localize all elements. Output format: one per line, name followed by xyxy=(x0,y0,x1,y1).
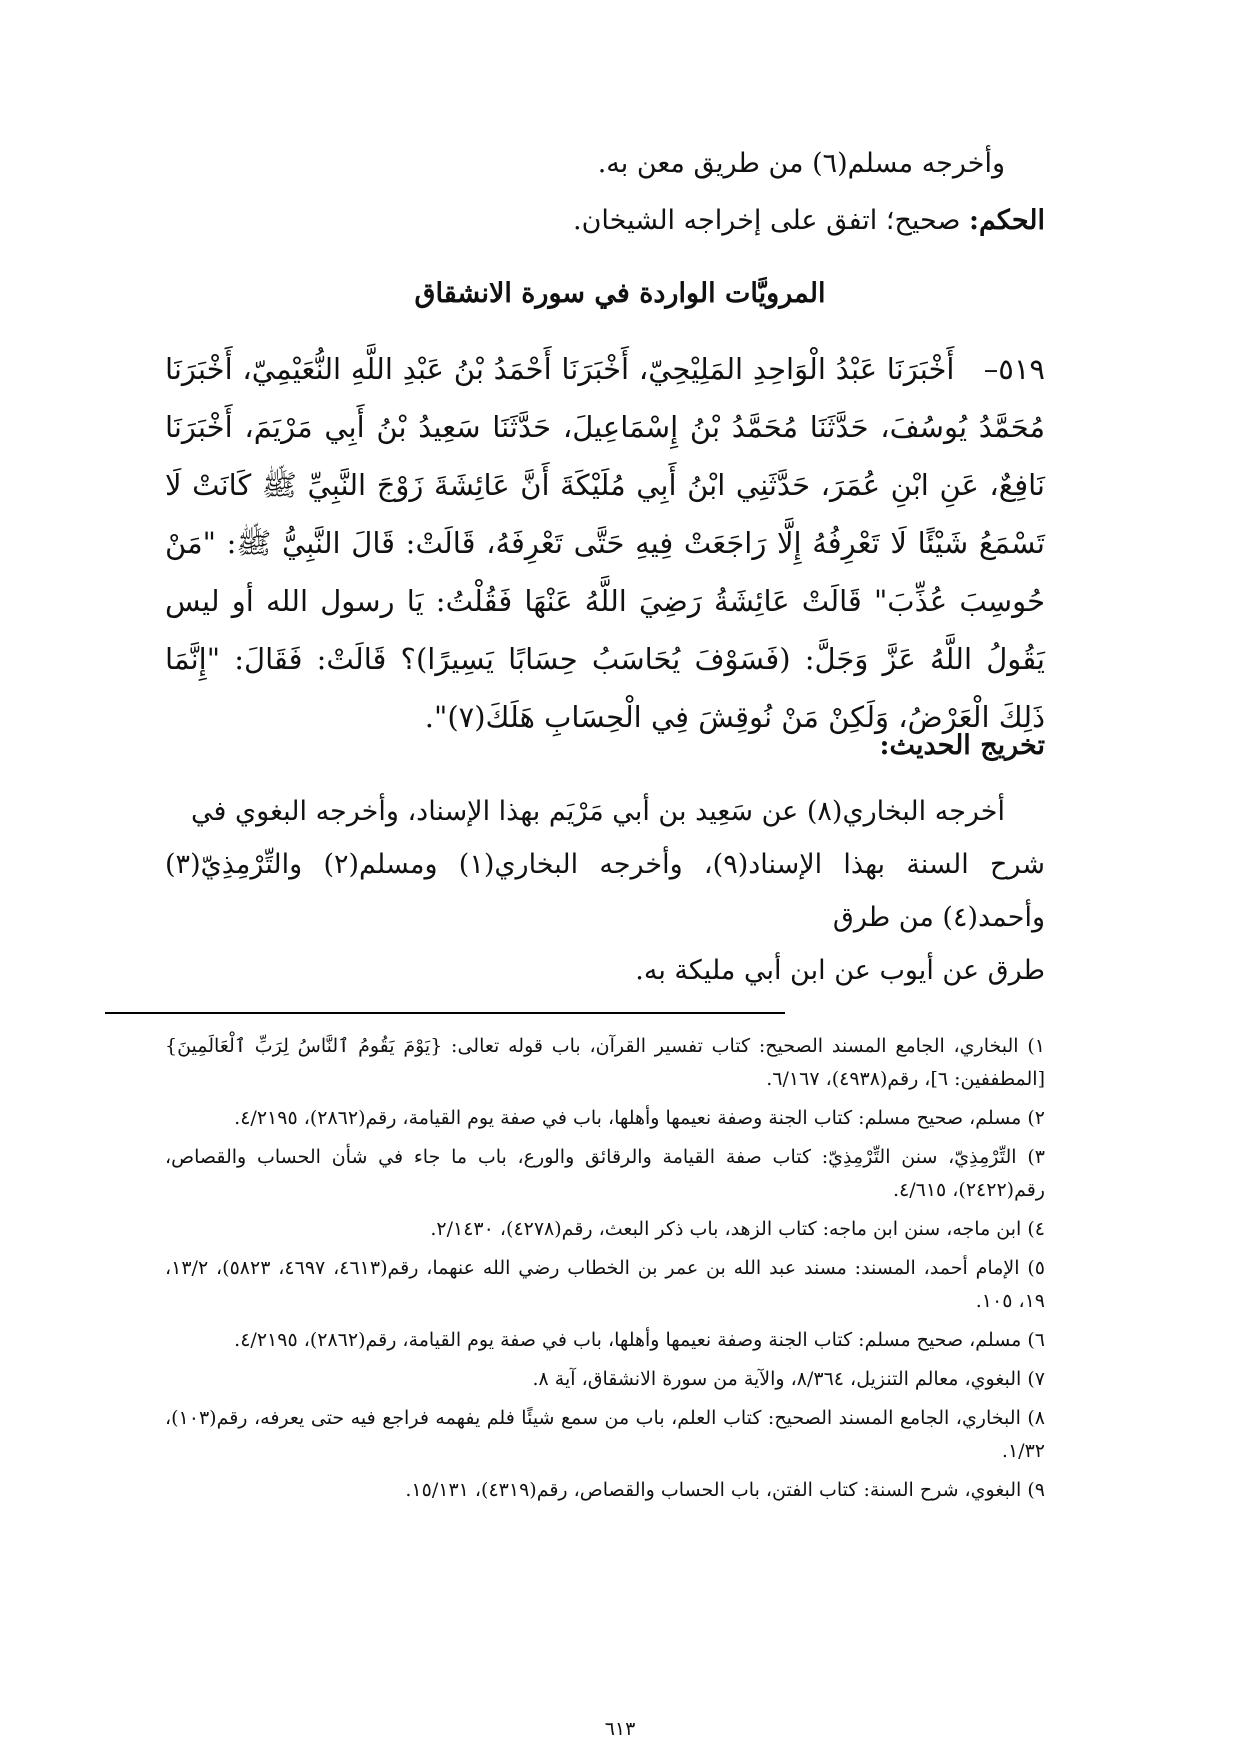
footnote-item: ٤) ابن ماجه، سنن ابن ماجه: كتاب الزهد، باب ذكر البعث، رقم(٤٢٧٨)، ٢/١٤٣٠. xyxy=(430,1218,1045,1240)
ruling-line xyxy=(195,192,1045,249)
takhrij-heading: تخريج الحديث: xyxy=(879,730,1045,761)
takhrij-line: طرق عن أيوب عن ابن أبي مليكة به. xyxy=(635,955,1045,986)
footnote-item: ٦) مسلم، صحيح مسلم: كتاب الجنة وصفة نعيمها وأهلها، باب في صفة يوم القيامة، رقم(٢٨٦٢)، ٤/٢١٩٥. xyxy=(234,1329,1045,1351)
hadith-text: أَخْبَرَنَا عَبْدُ الْوَاحِدِ المَلِيْحِيّ، أَخْبَرَنَا أَحْمَدُ بْنُ عَبْدِ اللَّهِ النُّعَيْمِيّ، أَخْبَرَنَا مُحَمَّدُ يُوسُفَ، حَدَّثَنَا مُحَمَّدُ بْنُ إِسْمَاعِيلَ، حَدَّثَنَا سَعِيدُ بْنُ أَبِي مَرْيَمَ، أَخْبَرَنَا نَافِعٌ، عَنِ ابْنِ عُمَرَ، حَدَّثَنِي ابْنُ أَبِي مُلَيْكَةَ أَنَّ عَائِشَةَ زَوْجَ النَّبِيِّ ﷺ كَانَتْ لَا تَسْمَعُ شَيْئًا لَا تَعْرِفُهُ إِلَّا رَاجَعَتْ فِيهِ حَتَّى تَعْرِفَهُ، قَالَتْ: قَالَ النَّبِيُّ ﷺ: "مَنْ حُوسِبَ عُذِّبَ" قَالَتْ عَائِشَةُ رَضِيَ اللَّهُ عَنْهَا فَقُلْتُ: يَا رسول الله أو ليس يَقُولُ اللَّهُ عَزَّ وَجَلَّ: (فَسَوْفَ يُحَاسَبُ حِسَابًا يَسِيرًا)؟ قَالَتْ: فَقَالَ: "إِنَّمَا ذَلِكَ الْعَرْضُ، وَلَكِنْ مَنْ نُوقِشَ فِي الْحِسَابِ هَلَكَ(٧)". xyxy=(165,352,1046,734)
ruling-label: الحكم: xyxy=(968,205,1045,236)
ruling-text: صحيح؛ اتفق على إخراجه الشيخان. xyxy=(573,205,969,236)
takhrij-line: أخرجه البخاري(٨) عن سَعِيد بن أبي مَرْيَم بهذا الإسناد، وأخرجه البغوي في xyxy=(191,796,1005,827)
intro-line: وأخرجه مسلم(٦) من طريق معن به. xyxy=(597,148,1005,179)
footnote-item: ٥) الإمام أحمد، المسند: مسند عبد الله بن عمر بن الخطاب رضي الله عنهما، رقم(٤٦١٣، ٤٦٩٧، ٥٨٢٣)، ١٣/٢، ١٩، ١٠٥. xyxy=(165,1257,1045,1312)
footnote-item: ٩) البغوي، شرح السنة: كتاب الفتن، باب الحساب والقصاص، رقم(٤٣١٩)، ١٥/١٣١. xyxy=(405,1479,1045,1501)
section-title: المرويَّات الواردة في سورة الانشقاق xyxy=(414,278,826,309)
hadith-paragraph xyxy=(165,340,1045,746)
footnote-item: ١) البخاري، الجامع المسند الصحيح: كتاب تفسير القرآن، باب قوله تعالى: {يَوْمَ يَقُومُ ٱلنَّاسُ لِرَبِّ ٱلْعَالَمِينَ}[المطففين: ٦]، رقم(٤٩٣٨)، ٦/١٦٧. xyxy=(165,1035,1045,1090)
footnote-separator xyxy=(105,1012,785,1014)
footnotes-list xyxy=(165,1030,1045,1513)
intro-block xyxy=(195,135,1045,249)
footnote-item: ٧) البغوي، معالم التنزيل، ٨/٣٦٤، والآية من سورة الانشقاق، آية ٨. xyxy=(532,1368,1045,1390)
takhrij-paragraph xyxy=(165,785,1045,997)
footnote-item: ٨) البخاري، الجامع المسند الصحيح: كتاب العلم، باب من سمع شيئًا فلم يفهمه فراجع فيه حتى يعرفه، رقم(١٠٣)، ١/٣٢. xyxy=(165,1407,1045,1462)
footnote-item: ٢) مسلم، صحيح مسلم: كتاب الجنة وصفة نعيمها وأهلها، باب في صفة يوم القيامة، رقم(٢٨٦٢)، ٤/٢١٩٥. xyxy=(234,1107,1045,1129)
hadith-number: ٥١٩– xyxy=(983,352,1045,386)
page-number: ٦١٣ xyxy=(604,1718,636,1740)
takhrij-line: شرح السنة بهذا الإسناد(٩)، وأخرجه البخاري(١) ومسلم(٢) والتِّرْمِذِيّ(٣) وأحمد(٤) من طرق xyxy=(165,849,1045,933)
footnote-item: ٣) التِّرْمِذِيّ، سنن التِّرْمِذِيّ: كتاب صفة القيامة والرقائق والورع، باب ما جاء في شأن الحساب والقصاص، رقم(٢٤٢٢)، ٤/٦١٥. xyxy=(165,1146,1045,1201)
